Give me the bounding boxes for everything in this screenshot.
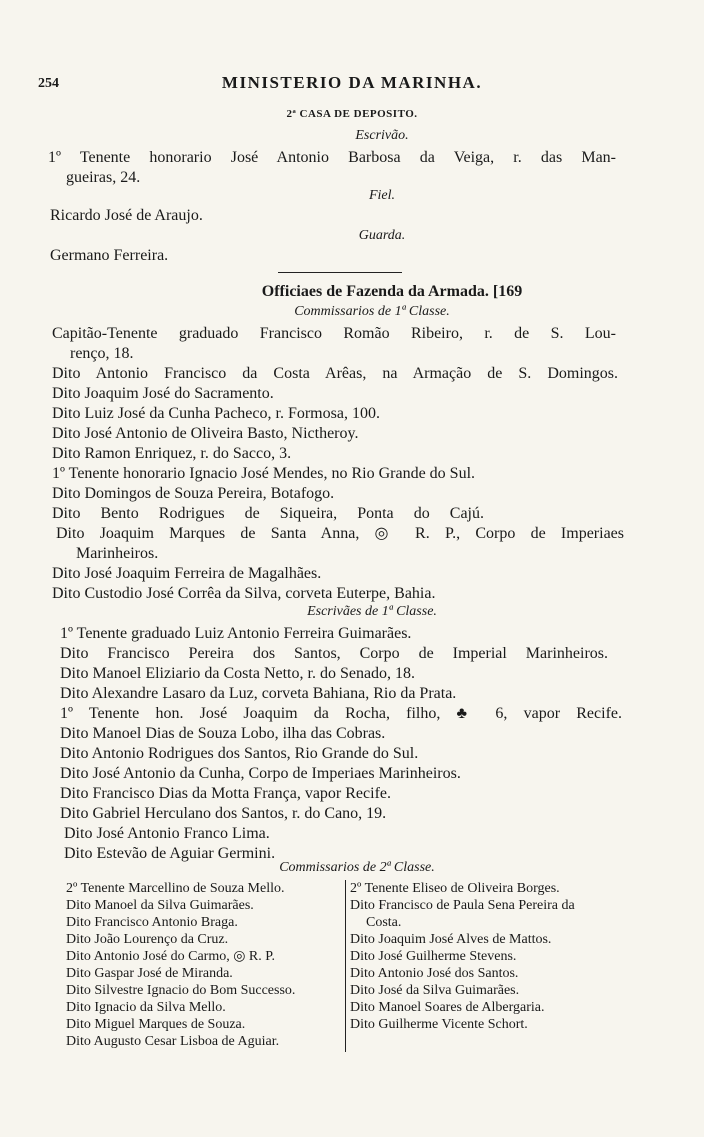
escrivao-line-2: gueiras, 24. (66, 169, 141, 186)
comm1-entry: Dito José Antonio de Oliveira Basto, Nictheroy. (52, 425, 359, 442)
guarda-name: Germano Ferreira. (50, 247, 169, 264)
comm2-right-entry: Dito Antonio José dos Santos. (350, 966, 519, 981)
escr1-entry: Dito José Antonio da Cunha, Corpo de Imperiaes Marinheiros. (60, 765, 461, 782)
comm1-entry: 1º Tenente honorario Ignacio José Mendes, no Rio Grande do Sul. (52, 465, 476, 482)
escr1-label: Escrivães de 1ª Classe. (307, 604, 437, 619)
comm1-entry: Dito Joaquim Marques de Santa Anna, ◎ R. P., Corpo de Imperiaes (56, 525, 624, 542)
escr1-entry: Dito Manoel Dias de Souza Lobo, ilha das Cobras. (60, 725, 386, 742)
running-header: MINISTERIO DA MARINHA. (221, 73, 483, 92)
comm1-entry: Dito Bento Rodrigues de Siqueira, Ponta do Cajú. (52, 505, 484, 522)
comm2-label: Commissarios de 2ª Classe. (279, 860, 435, 875)
comm2-left-entry: Dito Francisco Antonio Braga. (66, 915, 238, 930)
comm1-entry: Dito Custodio José Corrêa da Silva, corveta Euterpe, Bahia. (52, 585, 436, 602)
comm1-entry: Capitão-Tenente graduado Francisco Romão Ribeiro, r. de S. Lou- (52, 325, 616, 342)
escr1-entry: Dito Gabriel Herculano dos Santos, r. do Cano, 19. (60, 805, 387, 822)
escrivao-line-1: 1º Tenente honorario José Antonio Barbosa da Veiga, r. das Man- (48, 149, 616, 166)
comm1-label: Commissarios de 1ª Classe. (294, 304, 450, 319)
comm2-right-entry: Dito Joaquim José Alves de Mattos. (350, 932, 552, 947)
comm1-entry: Dito José Joaquim Ferreira de Magalhães. (52, 565, 322, 582)
comm2-left-entry: Dito João Lourenço da Cruz. (66, 932, 229, 947)
section-divider (278, 272, 402, 273)
guarda-label: Guarda. (358, 228, 406, 243)
comm2-right-entry: Dito José da Silva Guimarães. (350, 983, 520, 998)
deposito-heading: 2ª CASA DE DEPOSITO. (286, 108, 418, 120)
comm2-right-entry: Dito Guilherme Vicente Schort. (350, 1017, 528, 1032)
escr1-entry: 1º Tenente graduado Luiz Antonio Ferreira Guimarães. (60, 625, 412, 642)
escr1-entry: Dito José Antonio Franco Lima. (64, 825, 270, 842)
comm2-right-entry: Dito Manoel Soares de Albergaria. (350, 1000, 545, 1015)
fazenda-heading: Officiaes de Fazenda da Armada. [169 (261, 283, 523, 300)
comm1-entry: renço, 18. (70, 345, 134, 362)
escr1-entry: 1º Tenente hon. José Joaquim da Rocha, filho, ♣ 6, vapor Recife. (60, 705, 622, 722)
comm2-left-entry: Dito Miguel Marques de Souza. (66, 1017, 246, 1032)
comm1-entry: Dito Luiz José da Cunha Pacheco, r. Formosa, 100. (52, 405, 380, 422)
comm2-left-entry: Dito Silvestre Ignacio do Bom Successo. (66, 983, 296, 998)
comm1-entry: Dito Domingos de Souza Pereira, Botafogo. (52, 485, 335, 502)
fiel-label: Fiel. (368, 188, 396, 203)
escr1-entry: Dito Francisco Pereira dos Santos, Corpo de Imperial Marinheiros. (60, 645, 608, 662)
comm2-left-entry: Dito Augusto Cesar Lisboa de Aguiar. (66, 1034, 280, 1049)
escr1-entry: Dito Alexandre Lasaro da Luz, corveta Bahiana, Rio da Prata. (60, 685, 457, 702)
escr1-entry: Dito Manoel Eliziario da Costa Netto, r. do Senado, 18. (60, 665, 416, 682)
comm1-entry: Dito Joaquim José do Sacramento. (52, 385, 274, 402)
comm2-left-entry: 2º Tenente Marcellino de Souza Mello. (66, 881, 285, 896)
page-number: 254 (38, 76, 59, 91)
comm2-right-entry: Costa. (366, 915, 402, 930)
fiel-name: Ricardo José de Araujo. (50, 207, 203, 224)
escr1-entry: Dito Antonio Rodrigues dos Santos, Rio Grande do Sul. (60, 745, 419, 762)
comm2-left-entry: Dito Ignacio da Silva Mello. (66, 1000, 226, 1015)
comm2-left-entry: Dito Gaspar José de Miranda. (66, 966, 233, 981)
comm1-entry: Dito Antonio Francisco da Costa Arêas, na Armação de S. Domingos. (52, 365, 618, 382)
comm2-right-entry: Dito Francisco de Paula Sena Pereira da (350, 898, 575, 913)
comm1-entry: Dito Ramon Enriquez, r. do Sacco, 3. (52, 445, 292, 462)
comm2-left-entry: Dito Manoel da Silva Guimarães. (66, 898, 254, 913)
escr1-entry: Dito Francisco Dias da Motta França, vapor Recife. (60, 785, 392, 802)
comm2-left-entry: Dito Antonio José do Carmo, ◎ R. P. (66, 949, 276, 964)
column-divider (345, 880, 346, 1052)
comm2-right-entry: Dito José Guilherme Stevens. (350, 949, 517, 964)
escr1-entry: Dito Estevão de Aguiar Germini. (64, 845, 276, 862)
comm2-right-entry: 2º Tenente Eliseo de Oliveira Borges. (350, 881, 560, 896)
escrivao-label: Escrivão. (355, 128, 409, 143)
comm1-entry: Marinheiros. (76, 545, 159, 562)
